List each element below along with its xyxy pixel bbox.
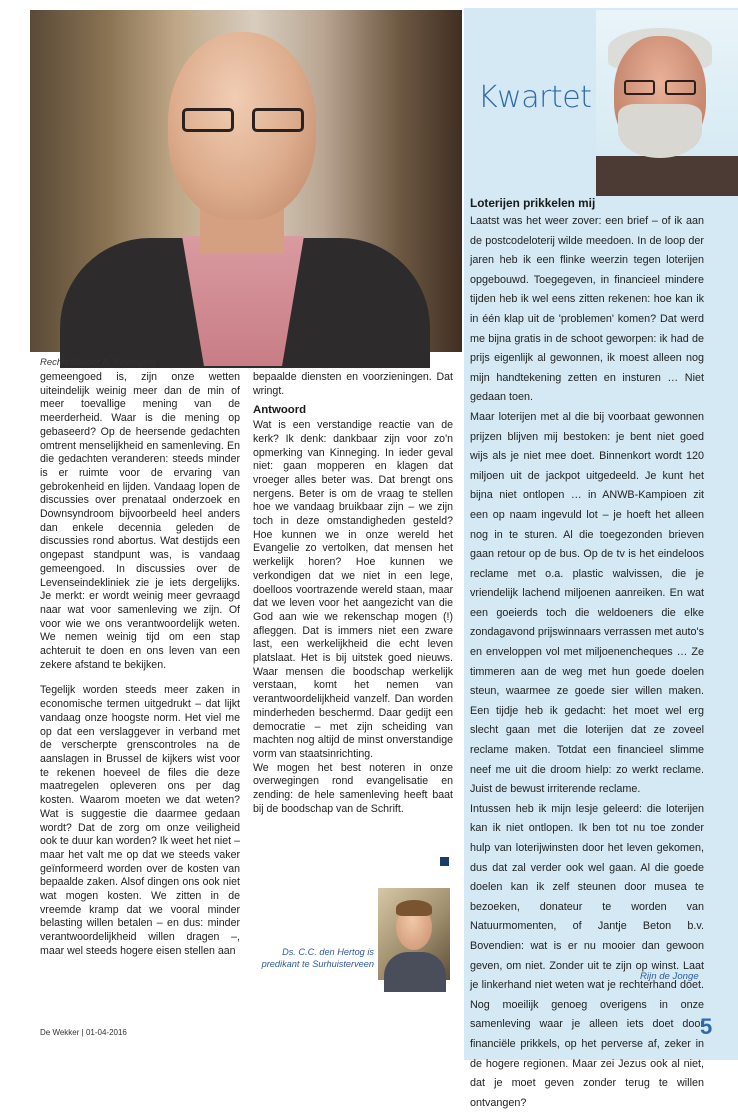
subheading: Antwoord xyxy=(253,404,307,417)
section-title: Kwartet xyxy=(478,80,592,115)
glasses-shape xyxy=(182,108,304,134)
paragraph: gemeengoed is, zijn onze wetten uiteindelijk weinig meer dan de min of meer toevallige mening van de meerderheid. Waar is die mening op gebaseerd? Op de heersende gedachten omtrent menselijkheid en samenleving. En die gedachten veranderen: steeds minder is er ruimte voor de ervaring van gebrokenheid en lijden. Vandaag lopen de discussies over prenataal onderzoek en Downsyndroom bijvoorbeeld heel anders dan enkele decennia geleden de discussies rond abortus. Wat destijds een ongepast standpunt was, is vandaag gemeengoed. In discussies over de Levenseindekliniek zie je iets dergelijks. Je merkt: er wordt weinig meer gevraagd naar wat voor samenleving we zijn. Of voor wie we ons verantwoordelijk weten. We nemen weinig tijd om een stap achteruit te doen en ons leven van een zekere afstand te bekijken. xyxy=(40,371,240,671)
paragraph: bepaalde diensten en voorzieningen. Dat wringt. xyxy=(253,371,453,397)
page-number: 5 xyxy=(700,1014,713,1039)
photo-caption: Rechtsfilosoof A. Kinneging xyxy=(40,357,156,368)
article-column-1 xyxy=(40,371,240,971)
sidebar-signature: Rijn de Jonge xyxy=(640,971,699,982)
paragraph: Maar loterijen met al die bij voorbaat gewonnen prijzen blijven mij bestoken: je bent niet goed wijs als je niet mee doet. Binnenkort wordt 120 miljoen uit de jackpot uitgedeeld. Je kunt het bijna niet ontlopen … in ANWB-Kampioen zit een op naam ingevuld lot – je hoeft het alleen nog in te sturen. Al die toegezonden brieven gaan retour op de bus. Op de tv is het eindeloos reclame met o.a. plastic walvissen, die je vriendelijk lachend miljoenen aanreiken. En wat een goeierds toch die weldoeners die elke zondagavond prijswinnaars verrassen met auto's en enveloppen vol met miljoenencheques … Ze timmeren aan de weg met hun goede doelen steun, waarmee ze goede sier willen maken. Een tijdje heb ik gedacht: het moet wel erg slecht gaan met die loterijen dat ze zoveel reclame maken. Totdat een financieel slimme neef me uit die droom hielp: zo werkt reclame. Juist de bewust irriterende reclame. xyxy=(470,410,704,796)
paragraph: Tegelijk worden steeds meer zaken in economische termen uitgedrukt – dat lijkt vandaag onze hoogste norm. Het viel me op dat een verslaggever in verband met de verscherpte grenscontroles na de aanslagen in Brussel de kijkers wist voor te rekenen hoeveel de files die deze maatregelen opleveren ons per dag kosten. Waarom moeten we dat weten? Wat is suggestie die daarmee gedaan wordt? Dat de zorg om onze veiligheid ook te duur kan worden? Ik weet het niet – maar het valt me op dat we steeds vaker geïnformeerd worden over de kosten van bepaalde zaken. Alsof dingen ons ook niet wat mogen kosten. We zitten in de vreemde kramp dat we vooral minder belasting willen betalen – en dus: minder verantwoordelijkheid willen dragen –, maar wel steeds hogere eisen stellen aan xyxy=(40,684,240,957)
paragraph: We mogen het best noteren in onze overwegingen rond evangelisatie en zending: de hele samenleving heeft baat bij de boodschap van de Schrift. xyxy=(253,761,453,815)
columnist-photo xyxy=(596,10,738,174)
sidebar-heading: Loterijen prikkelen mij xyxy=(470,196,596,210)
author-photo xyxy=(378,888,450,980)
paragraph: Intussen heb ik mijn lesje geleerd: die loterijen kan ik niet ontlopen. Ik ben tot nu toe zonder hulp van loterijwinsten door het leven gekomen, dus dat zal verder ook wel gaan. Al die goede doelen kan ik zelf steunen door musea te bezoeken, donateur te worden van Natuurmomenten, of Jantje Beton b.v. Bovendien: wat is er nu mooier dan gewoon geven, om niet. Zonder uit te zijn op winst. Laat je linkerhand niet weten wat je rechterhand doet. Nog moeilijk genoeg overigens in onze samenleving waar je alleen iets doet door financiële prikkels, op het perverse af, zeker in de hogere regionen. Maar zei Jezus ook al niet, dat je moet geven zonder terug te willen ontvangen? xyxy=(470,802,704,1109)
end-mark-icon xyxy=(440,857,449,866)
paragraph: Wat is een verstandige reactie van de kerk? Ik denk: dankbaar zijn voor zo'n opmerking van Kinneging. In ieder geval niet: gaan mopperen en klagen dat vroeger alles beter was. Dat brengt ons nergens. Beter is om de vraag te stellen hoe we vandaag bruikbaar zijn – we zijn toch in deze omstandigheden gesteld? Hoe kunnen we in onze wereld het Evangelie zo vertolken, dat mensen het werkelijk horen? Hoe kunnen we verkondigen dat we niet in een lege, doelloos voortrazende wereld staan, maar dat we leven voor het aangezicht van die God aan wie we rekenschap mogen (!) afleggen. Dat is immers niet een zware last, een werkelijkheid die echt leven platslaat. Het is bij uitstek goed nieuws. Waar mensen die boodschap werkelijk verstaan, komt het nemen van verantwoordelijkheid vanzelf. Dan worden minderheden beschermd. Daar gedijt een democratie – met zijn scheiding van machten nog altijd de minst onverstandige vorm van staatsinrichting. xyxy=(253,419,453,760)
main-photo xyxy=(30,10,462,352)
paragraph: Laatst was het weer zover: een brief – of ik aan de postcodeloterij wilde meedoen. In de loop der jaren heb ik een flinke weerzin tegen loterijen opgebouwd. Toegegeven, in financieel mindere tijden heb ik wel eens zitten rekenen: hoe kan ik in één klap uit de 'problemen' komen? Dat werd me bijna gratis in de schoot geworpen: ik had de prijs eigenlijk al gewonnen, ik moest alleen nog mijn handtekening zetten en insturen … Niet gedaan toen. xyxy=(470,215,704,404)
publication-footer: De Wekker | 01-04-2016 xyxy=(40,1028,127,1037)
article-column-2 xyxy=(253,371,453,829)
author-caption: Ds. C.C. den Hertog is predikant te Surhuisterveen xyxy=(261,947,374,969)
